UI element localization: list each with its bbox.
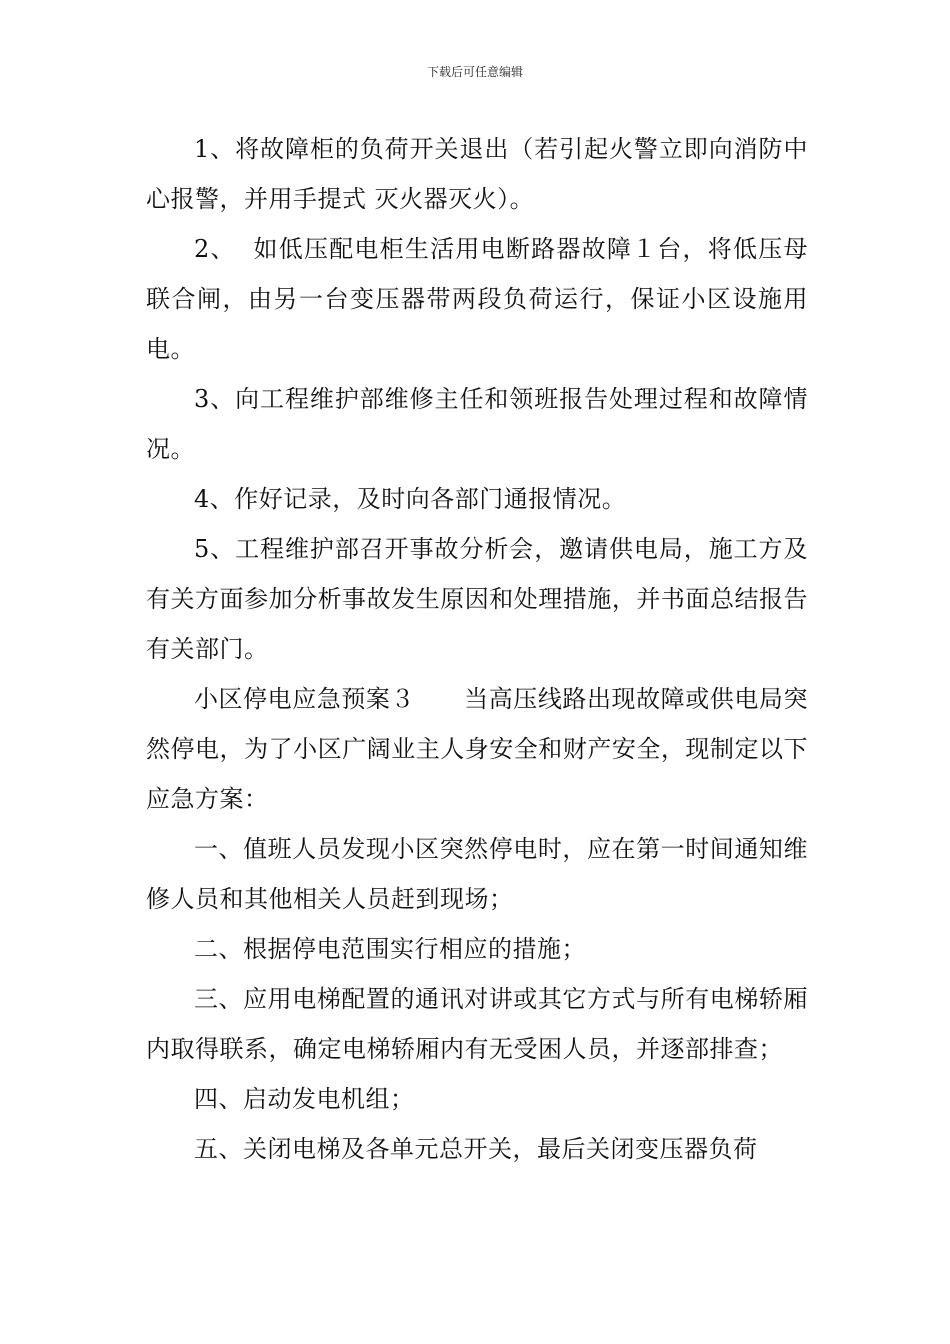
paragraph-step-1: 1、将故障柜的负荷开关退出（若引起火警立即向消防中心报警，并用手提式 灭火器灭火）。	[146, 135, 808, 213]
document-body	[146, 124, 808, 1174]
paragraph-step-5: 5、工程维护部召开事故分析会，邀请供电局，施工方及有关方面参加分析事故发生原因和处理措施，并书面总结报告有关部门。	[146, 535, 808, 663]
paragraph-item-1: 一、值班人员发现小区突然停电时，应在第一时间通知维修人员和其他相关人员赶到现场；	[146, 835, 808, 913]
paragraph-plan-3-intro: 小区停电应急预案３ 当高压线路出现故障或供电局突然停电，为了小区广阔业主人身安全和财产安全，现制定以下应急方案：	[146, 685, 808, 813]
page-header: 下载后可任意编辑	[426, 65, 523, 79]
paragraph-step-2: 2、 如低压配电柜生活用电断路器故障１台，将低压母联合闸，由另一台变压器带两段负荷运行，保证小区设施用电。	[146, 235, 808, 363]
paragraph-item-5: 五、关闭电梯及各单元总开关，最后关闭变压器负荷	[194, 1135, 758, 1163]
paragraph-item-3: 三、应用电梯配置的通讯对讲或其它方式与所有电梯轿厢内取得联系，确定电梯轿厢内有无受困人员，并逐部排查；	[146, 985, 808, 1063]
paragraph-step-4: 4、作好记录，及时向各部门通报情况。	[194, 485, 627, 513]
paragraph-item-2: 二、根据停电范围实行相应的措施；	[194, 935, 586, 963]
paragraph-step-3: 3、向工程维护部维修主任和领班报告处理过程和故障情况。	[146, 385, 808, 463]
paragraph-item-4: 四、启动发电机组；	[194, 1085, 415, 1113]
